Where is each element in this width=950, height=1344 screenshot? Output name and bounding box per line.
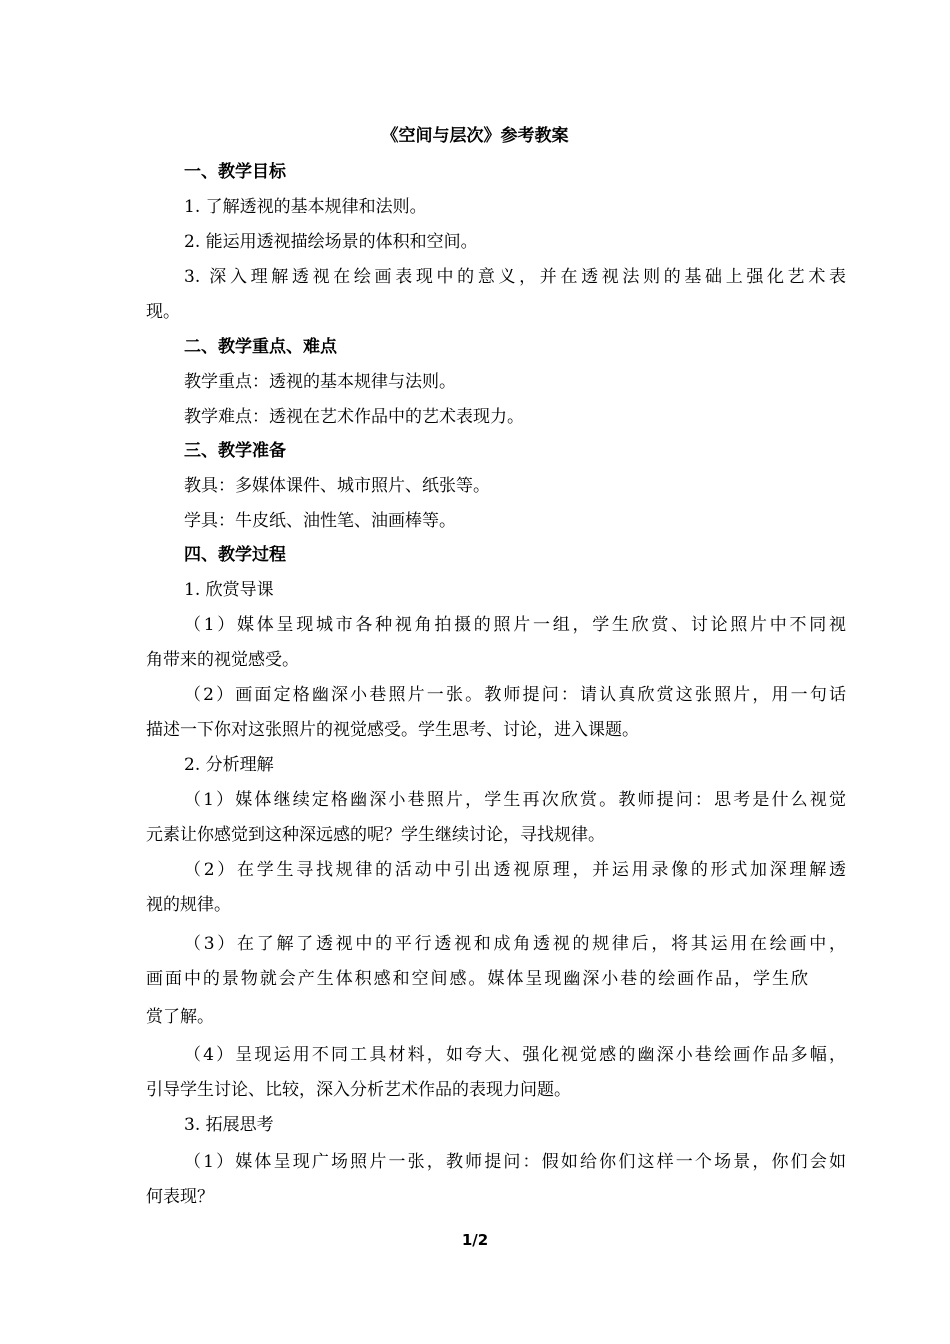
- page-title: 《空间与层次》参考教案: [381, 126, 569, 146]
- paragraph: 何表现？: [146, 1187, 214, 1207]
- subheading: 1. 欣赏导课: [184, 580, 274, 600]
- paragraph: （4）呈现运用不同工具材料，如夸大、强化视觉感的幽深小巷绘画作品多幅，: [184, 1045, 846, 1065]
- paragraph: 现。: [146, 302, 180, 322]
- section-heading-objectives: 一、教学目标: [184, 162, 286, 182]
- paragraph: （1）媒体继续定格幽深小巷照片，学生再次欣赏。教师提问：思考是什么视觉: [184, 790, 846, 810]
- paragraph: （1）媒体呈现城市各种视角拍摄的照片一组，学生欣赏、讨论照片中不同视: [184, 615, 846, 635]
- subheading: 3. 拓展思考: [184, 1115, 274, 1135]
- paragraph: 赏了解。: [146, 1007, 214, 1027]
- paragraph: 1. 了解透视的基本规律和法则。: [184, 197, 427, 217]
- section-heading-process: 四、教学过程: [184, 545, 286, 565]
- paragraph: 引导学生讨论、比较，深入分析艺术作品的表现力问题。: [146, 1080, 571, 1100]
- paragraph: 元素让你感觉到这种深远感的呢？学生继续讨论，寻找规律。: [146, 825, 605, 845]
- paragraph: 3. 深入理解透视在绘画表现中的意义，并在透视法则的基础上强化艺术表: [184, 267, 846, 287]
- paragraph: 角带来的视觉感受。: [146, 650, 299, 670]
- paragraph: （3）在了解了透视中的平行透视和成角透视的规律后，将其运用在绘画中，: [184, 934, 846, 954]
- paragraph: 视的规律。: [146, 895, 231, 915]
- paragraph: 教学难点：透视在艺术作品中的艺术表现力。: [184, 407, 524, 427]
- paragraph: 描述一下你对这张照片的视觉感受。学生思考、讨论，进入课题。: [146, 720, 639, 740]
- section-heading-preparation: 三、教学准备: [184, 441, 286, 461]
- paragraph: 2. 能运用透视描绘场景的体积和空间。: [184, 232, 478, 252]
- section-heading-key-points: 二、教学重点、难点: [184, 337, 337, 357]
- paragraph: （2）在学生寻找规律的活动中引出透视原理，并运用录像的形式加深理解透: [184, 860, 846, 880]
- page-number: 1/2: [461, 1231, 489, 1249]
- paragraph: 教具：多媒体课件、城市照片、纸张等。: [184, 476, 490, 496]
- paragraph: 学具：牛皮纸、油性笔、油画棒等。: [184, 511, 456, 531]
- paragraph: （1）媒体呈现广场照片一张，教师提问：假如给你们这样一个场景，你们会如: [184, 1152, 846, 1172]
- paragraph: 教学重点：透视的基本规律与法则。: [184, 372, 456, 392]
- paragraph: 画面中的景物就会产生体积感和空间感。媒体呈现幽深小巷的绘画作品，学生欣: [146, 969, 808, 989]
- paragraph: （2）画面定格幽深小巷照片一张。教师提问：请认真欣赏这张照片，用一句话: [184, 685, 846, 705]
- subheading: 2. 分析理解: [184, 755, 274, 775]
